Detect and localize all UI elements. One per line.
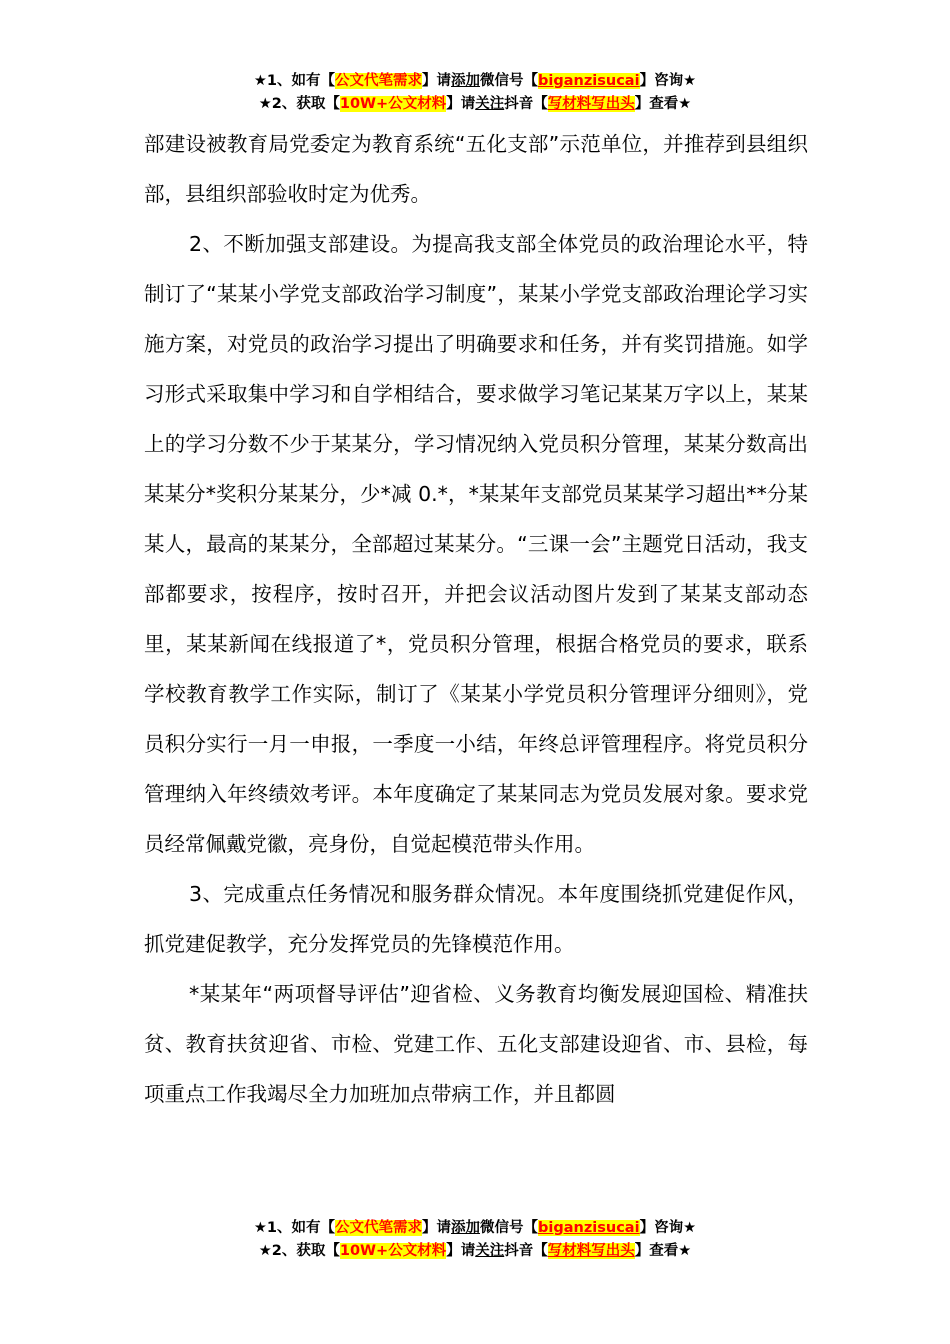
document-body: [144, 119, 808, 1119]
banner-text: 】咨询★: [639, 73, 697, 89]
banner-underlined: 关注: [475, 1243, 505, 1259]
banner-text: 】请: [446, 1243, 476, 1259]
footer-banner: [0, 1217, 950, 1263]
paragraph: 部建设被教育局党委定为教育系统“五化支部”示范单位，并推荐到县组织部，县组织部验收时定为优秀。: [144, 132, 808, 206]
banner-text: 微信号【: [480, 73, 539, 89]
banner-text: 抖音【: [504, 96, 548, 112]
banner-line-2: [0, 1240, 950, 1263]
paragraph: 3、完成重点任务情况和服务群众情况。本年度围绕抓党建促作风，抓党建促教学，充分发挥党员的先锋模范作用。: [144, 882, 808, 956]
banner-text: 抖音【: [504, 1243, 548, 1259]
banner-wechat-id: biganzisucai: [538, 73, 640, 89]
banner-highlight: 公文代笔需求: [335, 1220, 423, 1236]
banner-text: 】咨询★: [639, 1220, 697, 1236]
banner-text: 】请: [422, 73, 452, 89]
banner-line-2: [0, 93, 950, 116]
banner-highlight: 公文代笔需求: [335, 73, 423, 89]
paragraph: *某某年“两项督导评估”迎省检、义务教育均衡发展迎国检、精准扶贫、教育扶贫迎省、市检、党建工作、五化支部建设迎省、市、县检，每项重点工作我竭尽全力加班加点带病工作，并且都圆: [144, 982, 808, 1106]
banner-text: 】查看★: [634, 96, 692, 112]
banner-highlight: 10W+公文材料: [339, 96, 447, 112]
banner-line-1: [0, 1217, 950, 1240]
banner-underlined: 关注: [475, 96, 505, 112]
banner-text: 】请: [446, 96, 476, 112]
header-banner: [0, 70, 950, 116]
banner-text: ★1、如有【: [253, 1220, 336, 1236]
banner-wechat-id: biganzisucai: [538, 1220, 640, 1236]
banner-text: ★2、获取【: [258, 1243, 340, 1259]
banner-douyin-id: 写材料写出头: [547, 1243, 635, 1259]
paragraph: 2、不断加强支部建设。为提高我支部全体党员的政治理论水平，特制订了“某某小学党支部政治学习制度”，某某小学党支部政治理论学习实施方案，对党员的政治学习提出了明确要求和任务，并有奖罚措施。如学习形式采取集中学习和自学相结合，要求做学习笔记某某万字以上，某某上的学习分数不少于某某分，学习情况纳入党员积分管理，某某分数高出某某分*奖积分某某分，少*减 0.*，*某某年支部党员某某学习超出**分某某人，最高的某某分，全部超过某某分。“三课一会”主题党日活动，我支部都要求，按程序，按时召开，并把会议活动图片发到了某某支部动态里，某某新闻在线报道了*，党员积分管理，根据合格党员的要求，联系学校教育教学工作实际，制订了《某某小学党员积分管理评分细则》，党员积分实行一月一申报，一季度一小结，年终总评管理程序。将党员积分管理纳入年终绩效考评。本年度确定了某某同志为党员发展对象。要求党员经常佩戴党徽，亮身份，自觉起模范带头作用。: [144, 232, 808, 856]
banner-highlight: 10W+公文材料: [339, 1243, 447, 1259]
banner-underlined: 添加: [451, 73, 481, 89]
banner-line-1: [0, 70, 950, 93]
banner-text: ★1、如有【: [253, 73, 336, 89]
banner-text: 】请: [422, 1220, 452, 1236]
banner-text: 】查看★: [634, 1243, 692, 1259]
banner-text: 微信号【: [480, 1220, 539, 1236]
banner-text: ★2、获取【: [258, 96, 340, 112]
banner-underlined: 添加: [451, 1220, 481, 1236]
banner-douyin-id: 写材料写出头: [547, 96, 635, 112]
